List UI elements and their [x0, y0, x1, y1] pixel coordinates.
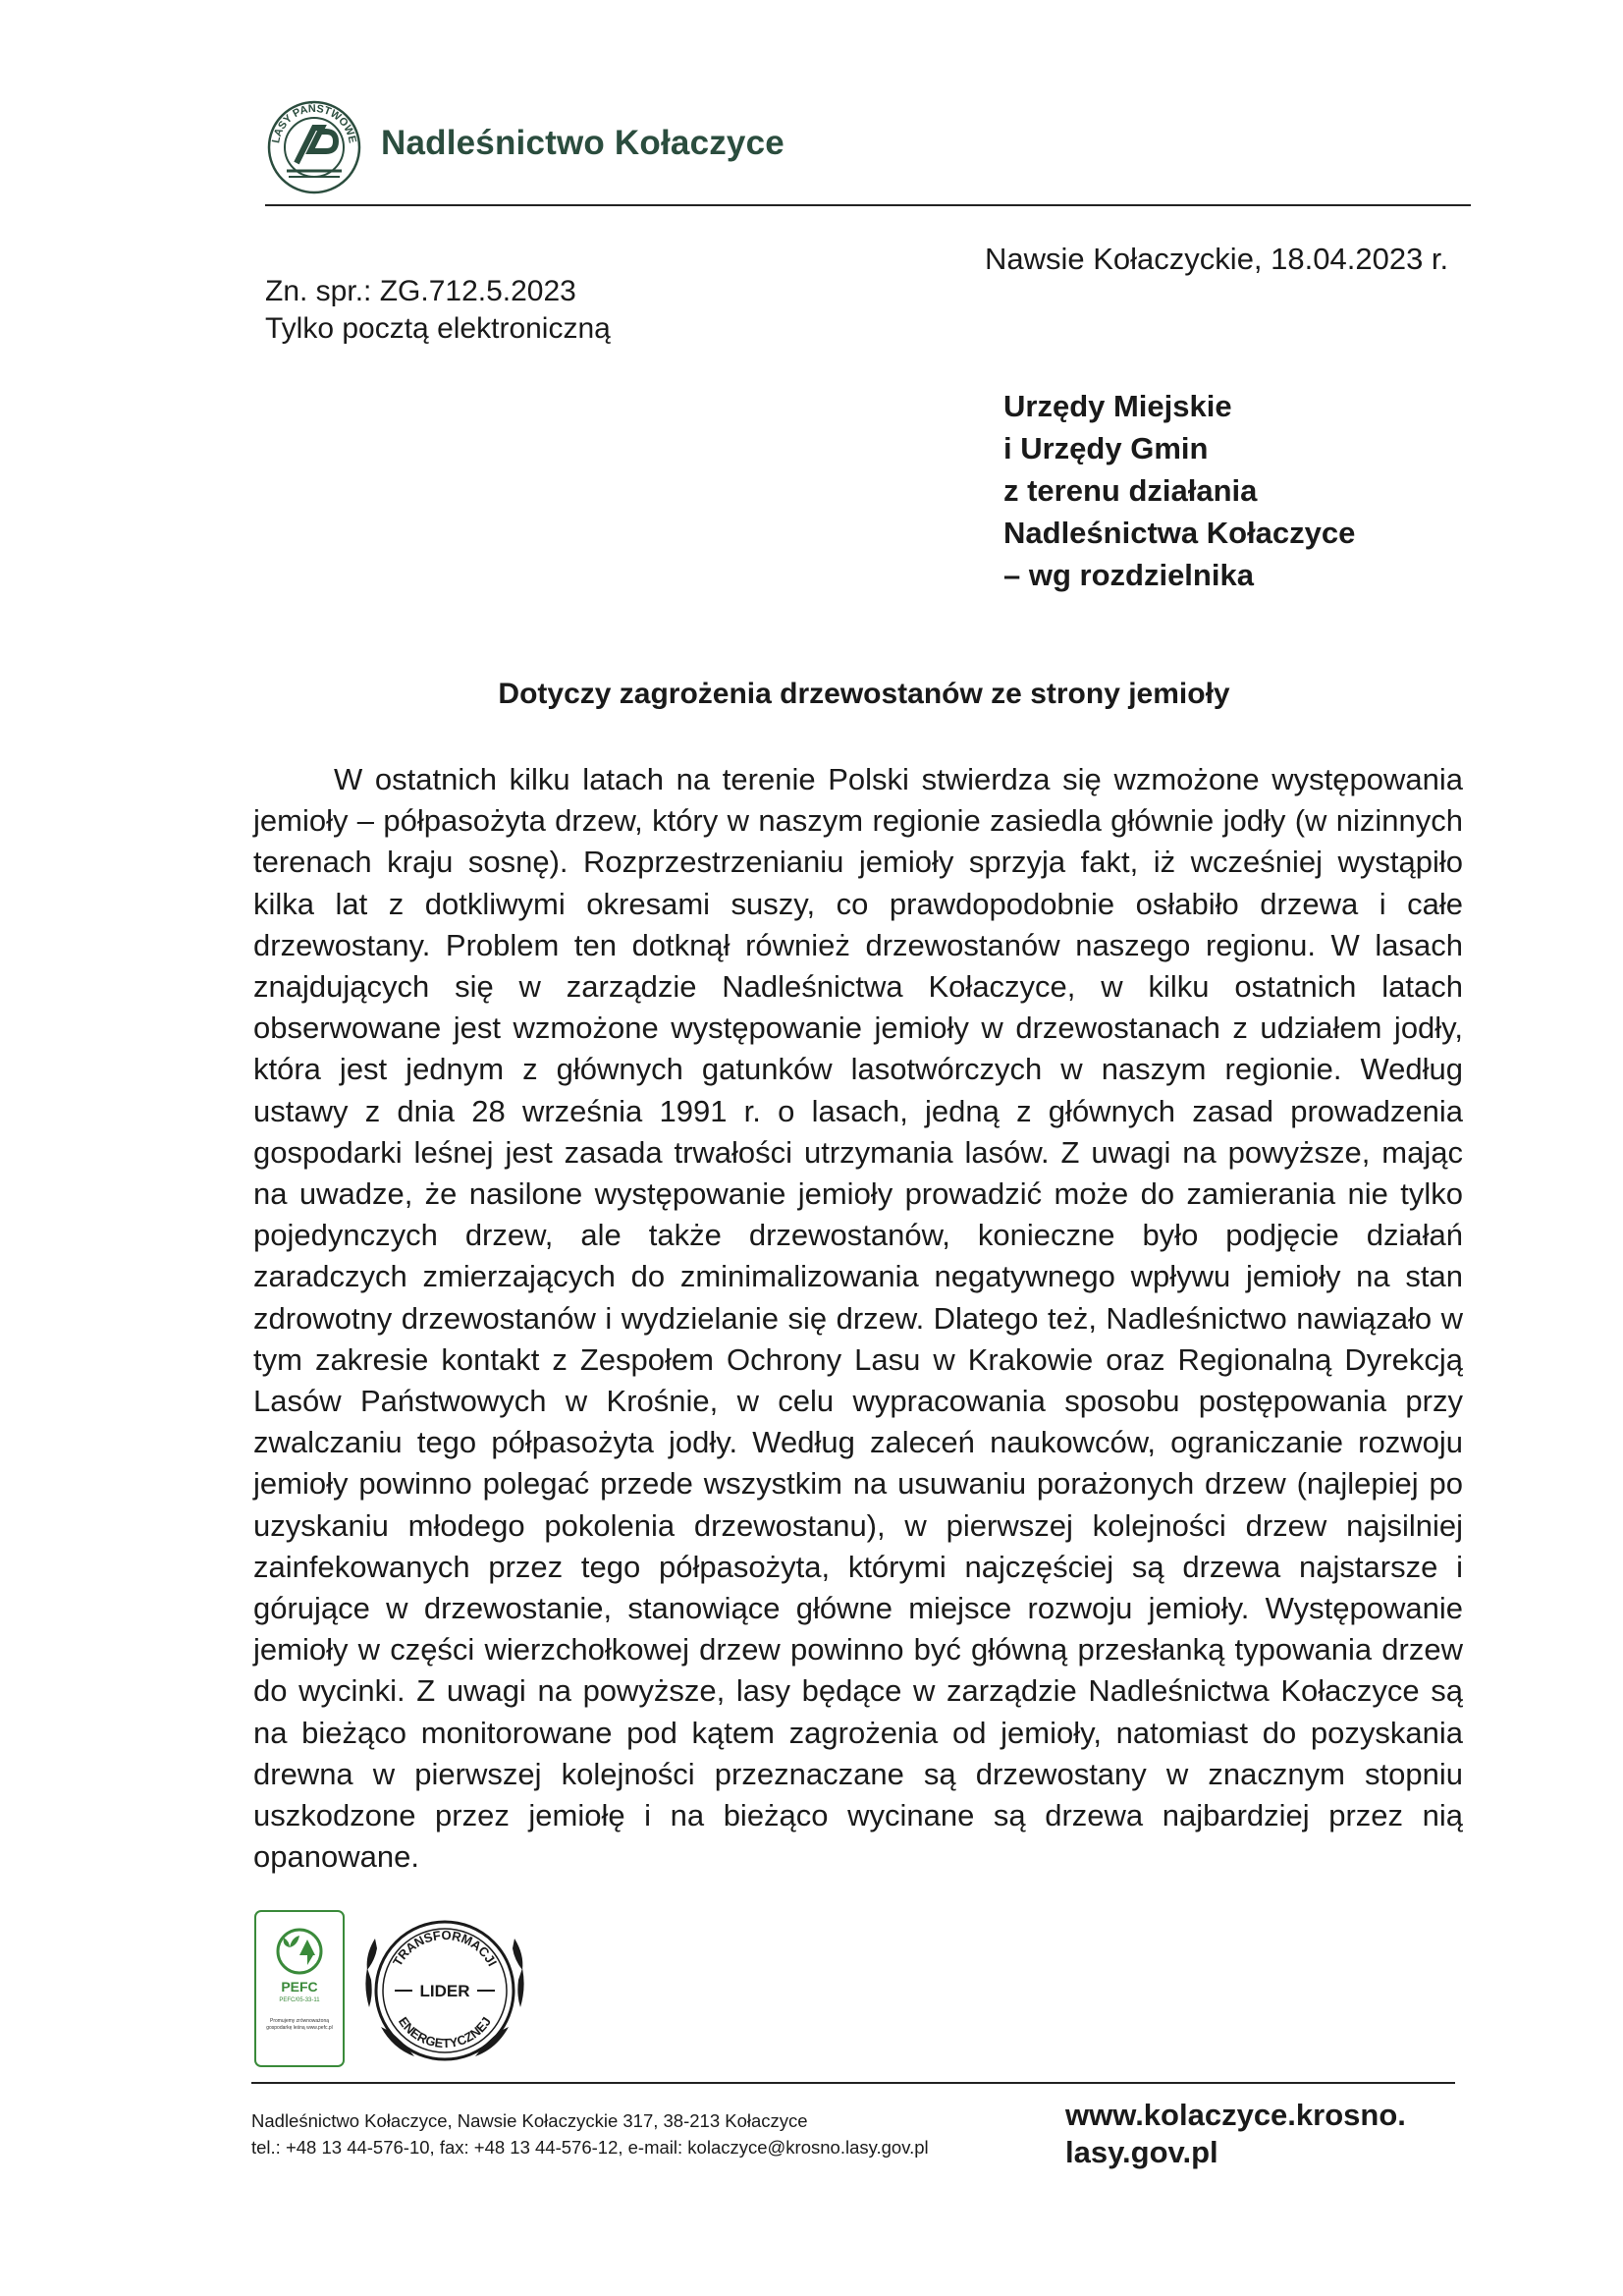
pefc-tagline: Promujemy zrównoważoną gospodarkę leśną www.pefc.pl — [266, 2018, 333, 2031]
recipient-line: Urzędy Miejskie — [1003, 389, 1232, 423]
footer-address-line: Nadleśnictwo Kołaczyce, Nawsie Kołaczyckie 317, 38-213 Kołaczyce — [251, 2110, 808, 2131]
header-divider — [265, 204, 1471, 206]
recipient-line: z terenu działania — [1003, 473, 1258, 508]
recipient-line: – wg rozdzielnika — [1003, 558, 1254, 592]
footer-contact-line: tel.: +48 13 44-576-10, fax: +48 13 44-576-12, e-mail: kolaczyce@krosno.lasy.gov.pl — [251, 2137, 929, 2158]
place-date: Nawsie Kołaczyckie, 18.04.2023 r. — [985, 242, 1449, 276]
lider-arc-bottom: ENERGETYCZNEJ — [395, 2014, 495, 2051]
footer-web-line: www.kolaczyce.krosno. — [1065, 2098, 1406, 2132]
pefc-code: PEFC/05-33-11 — [279, 1997, 320, 2003]
lasy-panstwowe-logo-icon — [265, 98, 363, 196]
org-name: Nadleśnictwo Kołaczyce — [381, 124, 784, 162]
pefc-label: PEFC — [281, 1979, 318, 1995]
footer-website — [1065, 2097, 1406, 2171]
logo-arc-text: LASY PAŃSTWOWE — [270, 102, 358, 144]
recipient-line: Nadleśnictwa Kołaczyce — [1003, 516, 1356, 550]
lider-center-text: LIDER — [419, 1982, 470, 2000]
letter-body: W ostatnich kilku latach na terenie Polski stwierdza się wzmożone występowania jemioły – półpasożyta drzew, który w naszym regionie zasiedla głównie jodły (w nizinnych terenach kraju sosnę). Rozprzestrzenianiu jemioły sprzyja fakt, iż wcześniej wystąpiło kilka lat z dotkliwymi okresami suszy, co prawdopodobnie osłabiło drzewa i całe drzewostany. Problem ten dotknął również drzewostanów naszego regionu. W lasach znajdujących się w zarządzie Nadleśnictwa Kołaczyce, w kilku ostatnich latach obserwowane jest wzmożone występowanie jemioły w drzewostanach z udziałem jodły, która jest jednym z głównych gatunków lasotwórczych w naszym regionie. Według ustawy z dnia 28 września 1991 r. o lasach, jedną z głównych zasad prowadzenia gospodarki leśnej jest zasada trwałości utrzymania lasów. Z uwagi na powyższe, mając na uwadze, że nasilone występowanie jemioły prowadzić może do zamierania nie tylko pojedynczych drzew, ale także drzewostanów, konieczne było podjęcie działań zaradczych zmierzających do zminimalizowania negatywnego wpływu jemioły na stan zdrowotny drzewostanów i wydzielanie się drzew. Dlatego też, Nadleśnictwo nawiązało w tym zakresie kontakt z Zespołem Ochrony Lasu w Krakowie oraz Regionalną Dyrekcją Lasów Państwowych w Krośnie, w celu wypracowania sposobu postępowania przy zwalczaniu tego półpasożyta jodły. Według zaleceń naukowców, ograniczanie rozwoju jemioły powinno polegać przede wszystkim na usuwaniu porażonych drzew (najlepiej po uzyskaniu młodego pokolenia drzewostanu), w pierwszej kolejności drzew najsilniej zainfekowanych przez tego półpasożyta, którymi najczęściej są drzewa najstarsze i górujące w drzewostanie, stanowiące główne miejsce rozwoju jemioły. Występowanie jemioły w części wierzchołkowej drzew powinno być główną przesłanką typowania drzew do wycinki. Z uwagi na powyższe, lasy będące w zarządzie Nadleśnictwa Kołaczyce są na bieżąco monitorowane pod kątem zagrożenia od jemioły, natomiast do pozyskania drewna w pierwszej kolejności przeznaczane są drzewostany w znacznym stopniu uszkodzone przez jemiołę i na bieżąco wycinane są drzewa najbardziej przez nią opanowane. — [253, 762, 1463, 1875]
lider-arc-top: TRANSFORMACJI — [389, 1927, 501, 1969]
pefc-tree-icon — [270, 1926, 329, 1975]
subject-line: Dotyczy zagrożenia drzewostanów ze strony jemioły — [498, 678, 1230, 710]
footer-address — [251, 2107, 929, 2160]
case-number: Zn. spr.: ZG.712.5.2023 — [265, 275, 576, 307]
footer-web-line: lasy.gov.pl — [1065, 2135, 1218, 2169]
delivery-method: Tylko pocztą elektroniczną — [265, 312, 611, 345]
footer-divider — [251, 2082, 1455, 2084]
recipient-line: i Urzędy Gmin — [1003, 431, 1209, 465]
recipients-block — [1003, 385, 1355, 596]
pefc-badge — [254, 1910, 345, 2067]
svg-text:ENERGETYCZNEJ — [396, 2014, 494, 2050]
lider-transformacji-badge-icon — [355, 1909, 534, 2072]
